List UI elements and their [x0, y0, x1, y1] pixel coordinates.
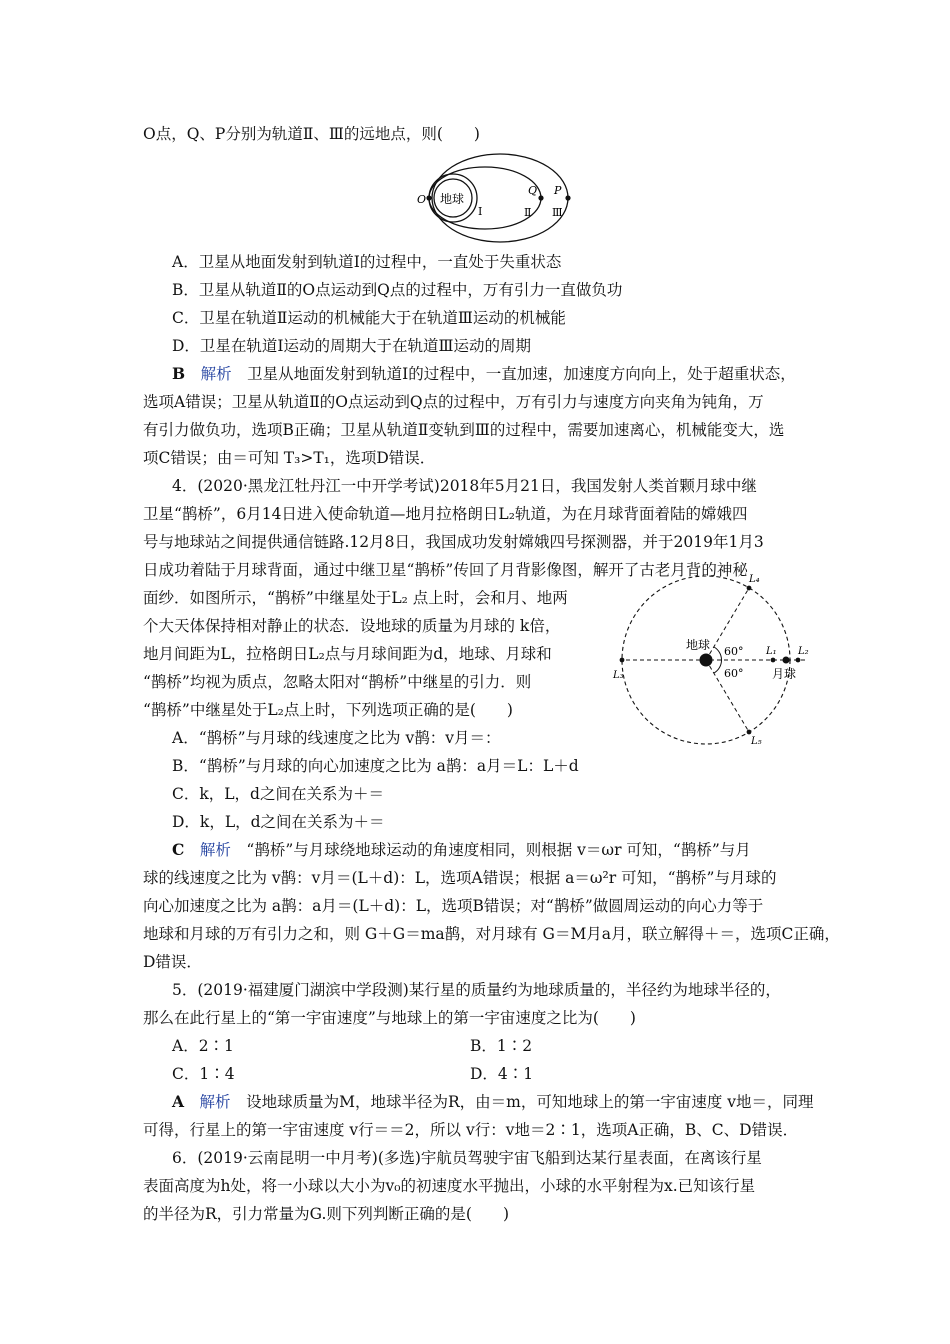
- q5-stem-line-1: 5．(2019·福建厦门湖滨中学段测)某行星的质量约为地球质量的，半径约为地球半径的，: [172, 981, 781, 999]
- q3-analysis-line-1: B 解析 卫星从地面发射到轨道Ⅰ的过程中，一直加速，加速度方向向上，处于超重状态，: [172, 364, 796, 383]
- label-p: P: [554, 184, 562, 197]
- q3-option-d: D．卫星在轨道Ⅰ运动的周期大于在轨道Ⅲ运动的周期: [172, 337, 531, 355]
- label-l4: L₄: [749, 574, 760, 585]
- q6-stem-line-3: 的半径为R，引力常量为G.则下列判断正确的是( ): [143, 1205, 510, 1223]
- point-p: [565, 195, 570, 200]
- q5-answer: A: [172, 1092, 185, 1111]
- q3-option-c: C．卫星在轨道Ⅱ运动的机械能大于在轨道Ⅲ运动的机械能: [172, 309, 566, 327]
- q4-stem-line-6: 个大天体保持相对静止的状态．设地球的质量为月球的 k倍，: [143, 617, 561, 635]
- q5-option-c: C．1∶4: [172, 1065, 235, 1083]
- earth-dot: [700, 654, 713, 667]
- label-l5: L₅: [751, 736, 762, 747]
- point-l4: [747, 586, 752, 591]
- q4-option-d: D．k，L，d之间在关系为＋＝: [172, 813, 385, 831]
- point-l5: [747, 730, 752, 735]
- q4-option-c: C．k，L，d之间在关系为＋＝: [172, 785, 384, 803]
- q4-analysis-line-3: 向心加速度之比为 a鹊：a月＝(L＋d)：L，选项B错误；对“鹊桥”做圆周运动的向心力等于: [143, 897, 764, 915]
- q4-option-a: A．“鹊桥”与月球的线速度之比为 v鹊：v月＝：: [172, 729, 501, 747]
- q4-stem-line-1: 4．(2020·黑龙江牡丹江一中开学考试)2018年5月21日，我国发射人类首颗月球中继: [172, 477, 757, 495]
- q6-stem-line-2: 表面高度为h处，将一小球以大小为v₀的初速度水平抛出，小球的水平射程为x.已知该行星: [143, 1177, 756, 1195]
- q3-analysis-line-4: 项C错误；由＝可知 T₃>T₁，选项D错误．: [143, 449, 436, 467]
- q4-stem-line-2: 卫星“鹊桥”，6月14日进入使命轨道—地月拉格朗日L₂轨道，为在月球背面着陆的嫦娥四: [143, 505, 748, 523]
- label-l2: L₂: [798, 646, 809, 657]
- q5-jiexi-label: 解析: [199, 1093, 231, 1111]
- point-o: [426, 195, 431, 200]
- q5-option-b: B．1∶2: [470, 1037, 533, 1055]
- q4-analysis-line-4: 地球和月球的万有引力之和，则 G＋G＝ma鹊，对月球有 G＝M月a月，联立解得＋＝，选项C正确，: [143, 925, 840, 943]
- q3-analysis-line-2: 选项A错误；卫星从轨道Ⅱ的O点运动到Q点的过程中，万有引力与速度方向夹角为钝角，万: [143, 393, 764, 411]
- q4-answer: C: [172, 840, 185, 859]
- point-l1: [771, 658, 776, 663]
- orbit-figure: [405, 150, 580, 246]
- q4-jiexi-label: 解析: [199, 841, 231, 859]
- q3-analysis-line-3: 有引力做负功，选项B正确；卫星从轨道Ⅱ变轨到Ⅲ的过程中，需要加速离心，机械能变大，选: [143, 421, 785, 439]
- q3-stem-tail: O点，Q、P分别为轨道Ⅱ、Ⅲ的远地点，则( ): [143, 125, 480, 143]
- lagrange-figure: [606, 572, 826, 750]
- q4-stem-line-8: “鹊桥”均视为质点，忽略太阳对“鹊桥”中继星的引力．则: [143, 673, 532, 691]
- label-l3: L₃: [613, 670, 624, 681]
- q3-answer: B: [172, 364, 186, 383]
- label-o: O: [417, 193, 427, 206]
- earth-label: 地球: [686, 638, 711, 652]
- q3-jiexi-label: 解析: [200, 365, 232, 383]
- angle-label-lower: 60°: [724, 667, 744, 680]
- moon-dot: [783, 657, 790, 664]
- q5-analysis-line-2: 可得，行星上的第一宇宙速度 v行＝＝2，所以 v行：v地＝2∶1，选项A正确，B、C、D错误．: [143, 1121, 799, 1139]
- label-orbit-two: Ⅱ: [524, 206, 532, 219]
- point-q: [538, 195, 543, 200]
- q4-option-b: B．“鹊桥”与月球的向心加速度之比为 a鹊：a月＝L：L＋d: [172, 757, 579, 775]
- q5-option-d: D．4∶1: [470, 1065, 534, 1083]
- moon-label: 月球: [772, 667, 797, 681]
- q3-option-b: B．卫星从轨道Ⅱ的O点运动到Q点的过程中，万有引力一直做负功: [172, 281, 623, 299]
- q5-analysis-line-1: A 解析 设地球质量为M，地球半径为R，由＝m，可知地球上的第一宇宙速度 v地＝，同理: [172, 1092, 814, 1111]
- q4-analysis-line-2: 球的线速度之比为 v鹊：v月＝(L＋d)：L，选项A错误；根据 a＝ω²r 可知，“鹊桥”与月球的: [143, 869, 777, 887]
- label-orbit-one: Ⅰ: [478, 205, 483, 218]
- q4-analysis-line-5: D错误．: [143, 953, 202, 971]
- label-q: Q: [528, 184, 538, 197]
- q4-stem-line-7: 地月间距为L，拉格朗日L₂点与月球间距为d，地球、月球和: [143, 645, 552, 663]
- point-l3: [620, 658, 625, 663]
- q4-stem-line-3: 号与地球站之间提供通信链路.12月8日，我国成功发射嫦娥四号探测器，并于2019年1月3: [143, 533, 764, 551]
- q4-analysis-line-1: C 解析 “鹊桥”与月球绕地球运动的角速度相同，则根据 v＝ωr 可知，“鹊桥”与月: [172, 840, 751, 859]
- q5-option-a: A．2∶1: [172, 1037, 234, 1055]
- label-l1: L₁: [766, 646, 777, 657]
- q3-option-a: A．卫星从地面发射到轨道Ⅰ的过程中，一直处于失重状态: [172, 253, 562, 271]
- label-orbit-three: Ⅲ: [552, 206, 563, 219]
- q4-stem-line-4: 日成功着陆于月球背面，通过中继卫星“鹊桥”传回了月背影像图，解开了古老月背的神秘: [143, 561, 748, 579]
- angle-label-upper: 60°: [724, 645, 744, 658]
- q5-stem-line-2: 那么在此行星上的“第一宇宙速度”与地球上的第一宇宙速度之比为( ): [143, 1009, 636, 1027]
- q6-stem-line-1: 6．(2019·云南昆明一中月考)(多选)宇航员驾驶宇宙飞船到达某行星表面，在离该行星: [172, 1149, 762, 1167]
- point-l2: [796, 658, 801, 663]
- q4-stem-line-9: “鹊桥”中继星处于L₂点上时，下列选项正确的是( ): [143, 701, 513, 719]
- earth-label: 地球: [440, 192, 465, 206]
- q4-stem-line-5: 面纱．如图所示，“鹊桥”中继星处于L₂ 点上时，会和月、地两: [143, 589, 568, 607]
